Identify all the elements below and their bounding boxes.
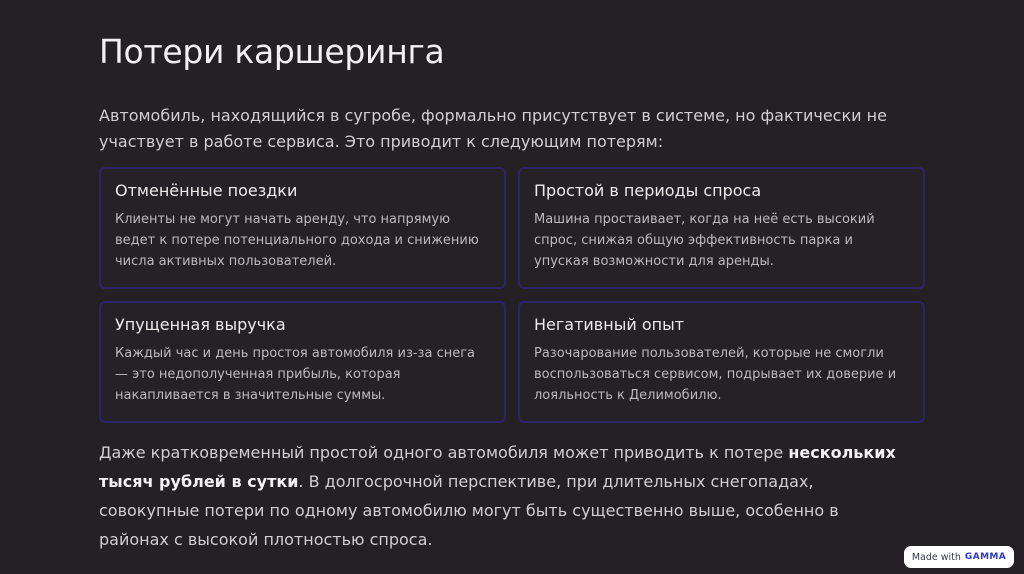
card-title: Отменённые поездки — [115, 181, 298, 200]
outro-emphasis: нескольких тысяч рублей в сутки — [99, 443, 896, 491]
card-title: Простой в периоды спроса — [534, 181, 762, 200]
outro-text-after: . В долгосрочной перспективе, при длительных снегопадах, совокупные потери по одному автомобилю могут быть существенно выше, особенно в районах с высокой плотностью спроса. — [99, 472, 839, 549]
card-title: Упущенная выручка — [115, 315, 286, 334]
intro-paragraph: Автомобиль, находящийся в сугробе, формально присутствует в системе, но фактически не участвует в работе сервиса. Это приводит к следующим потерям: — [99, 106, 887, 151]
card-cancelled-trips — [99, 167, 506, 289]
card-title: Негативный опыт — [534, 315, 685, 334]
card-body: Машина простаивает, когда на неё есть высокий спрос, снижая общую эффективность парка и упуская возможности для аренды. — [534, 212, 875, 269]
gamma-logo: GAMMA — [964, 552, 1007, 562]
card-idle-during-demand — [518, 167, 925, 289]
loss-cards-grid — [99, 167, 925, 423]
card-body: Разочарование пользователей, которые не смогли воспользоваться сервисом, подрывает их доверие и лояльность к Делимобилю. — [534, 346, 897, 403]
card-negative-experience — [518, 301, 925, 423]
card-body: Клиенты не могут начать аренду, что напрямую ведет к потере потенциального дохода и снижению числа активных пользователей. — [115, 212, 479, 269]
card-body: Каждый час и день простоя автомобиля из-за снега — это недополученная прибыль, которая накапливается в значительные суммы. — [115, 346, 476, 403]
card-lost-revenue — [99, 301, 506, 423]
outro-text-before: Даже кратковременный простой одного автомобиля может приводить к потере — [99, 443, 789, 462]
made-with-gamma-badge[interactable] — [904, 546, 1014, 568]
badge-prefix: Made with — [911, 551, 961, 563]
outro-paragraph — [99, 438, 899, 554]
page-title: Потери каршеринга — [99, 32, 445, 71]
